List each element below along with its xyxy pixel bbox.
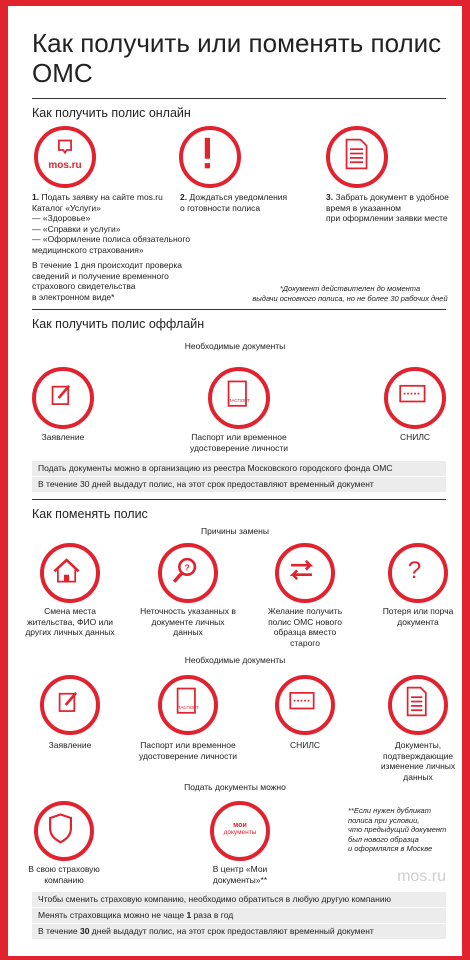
- step-1-line: — «Оформление полиса обязательного: [32, 234, 191, 244]
- section-divider: [32, 309, 446, 310]
- change-reason-label: Потеря или порча документа: [382, 606, 454, 627]
- change-footnote: [348, 806, 456, 854]
- my-documents-logo-bottom: документы: [223, 829, 257, 836]
- svg-text:?: ?: [407, 557, 422, 585]
- offline-doc-label: СНИЛС: [399, 432, 431, 442]
- offline-info-row: В течение 30 дней выдадут полис, на этот срок предоставляют временный документ: [32, 476, 446, 492]
- change-reason-label: Желание получить полис ОМС нового образца вместо старого: [267, 606, 343, 648]
- footnote-line: полиса при условии,: [348, 815, 420, 825]
- step-3-number: 3.: [326, 192, 334, 202]
- step-2-number: 2.: [180, 192, 188, 202]
- offline-docs-title: Необходимые документы: [184, 341, 286, 351]
- mosru-logo-text: mos.ru: [48, 160, 82, 171]
- step-1-line: — «Справки и услуги»: [32, 223, 121, 234]
- online-check-note: [32, 260, 202, 302]
- magnifier-question-icon: [158, 543, 218, 603]
- change-reasons-title: Причины замены: [201, 526, 269, 536]
- svg-text:?: ?: [184, 562, 190, 573]
- shield-icon: [34, 801, 94, 861]
- section-divider: [32, 499, 446, 500]
- question-mark-icon: [388, 543, 448, 603]
- info-text: В течение: [38, 926, 80, 936]
- step-3-line: при оформлении заявки месте: [326, 213, 448, 223]
- my-documents-logo-top: мои: [233, 822, 247, 829]
- online-step-1: [32, 192, 202, 255]
- change-doc-label: Заявление: [48, 740, 92, 750]
- online-heading: Как получить полис онлайн: [32, 106, 191, 120]
- offline-doc-label: Заявление: [41, 432, 85, 442]
- passport-icon-text: ПАСПОРТ: [228, 398, 250, 403]
- change-docs-title: Необходимые документы: [184, 655, 286, 665]
- my-documents-logo-icon: [210, 801, 270, 861]
- title-divider: [32, 98, 446, 99]
- info-text: дней выдадут полис, на этот срок предоставляют временный документ: [89, 926, 374, 936]
- infographic-page: [8, 6, 462, 956]
- footnote-line: что предыдущий документ: [348, 825, 447, 834]
- footnote-line: выдачи основного полиса, но не более 30 рабочих дней: [252, 293, 448, 303]
- check-note-line: сведений и получение временного: [32, 270, 169, 281]
- change-heading: Как поменять полис: [32, 507, 148, 521]
- check-note-line: в электронном виде*: [32, 291, 115, 302]
- submit-option-label: В центр «Мои документы»**: [212, 864, 268, 885]
- passport-icon: [208, 367, 270, 429]
- offline-doc-label: Паспорт или временное удостоверение личности: [189, 432, 288, 453]
- change-info-box: [32, 892, 446, 939]
- footnote-line: и оформлялся в Москве: [348, 844, 433, 853]
- snils-card-icon: [275, 675, 335, 735]
- info-bold-number: 1: [186, 910, 192, 920]
- change-reason-label: Неточность указанных в документе личных данных: [140, 606, 236, 637]
- footnote-line: **Если нужен дубликат: [348, 806, 431, 815]
- page-title: Как получить или поменять полис ОМС: [32, 28, 442, 88]
- info-text: Менять страховщика можно не чаще: [38, 910, 187, 920]
- step-3-line: время в указанном: [326, 202, 402, 213]
- change-doc-label: СНИЛС: [289, 740, 321, 750]
- step-1-line: медицинского страхования»: [32, 244, 144, 255]
- check-note-line: страхового свидетельства: [32, 281, 136, 291]
- change-submit-title: Подать документы можно: [184, 782, 286, 792]
- change-doc-label: Паспорт или временное удостоверение личности: [138, 740, 237, 761]
- exclamation-icon: [179, 126, 241, 188]
- change-info-row: [32, 923, 446, 939]
- snils-card-icon: [384, 367, 446, 429]
- submit-option-label: В свою страховую компанию: [28, 864, 100, 885]
- step-1-number: 1.: [32, 192, 40, 202]
- info-bold-number: 30: [79, 926, 90, 936]
- pen-icon: [40, 675, 100, 735]
- info-text: раза в год: [191, 910, 234, 920]
- step-2-text: Дождаться уведомления: [189, 192, 288, 202]
- change-reason-label: Смена места жительства, ФИО или других личных данных: [25, 606, 115, 637]
- step-1-line: — «Здоровье»: [32, 213, 91, 223]
- swap-arrows-icon: [275, 543, 335, 603]
- step-2-line: о готовности полиса: [180, 202, 261, 213]
- change-info-row: Чтобы сменить страховую компанию, необходимо обратиться в любую другую компанию: [38, 894, 391, 904]
- step-1-text: Подать заявку на сайте mos.ru: [41, 192, 163, 202]
- footnote-line: был нового образца: [348, 834, 419, 844]
- offline-info-row: Подать документы можно в организацию из реестра Московского городского фонда ОМС: [38, 463, 393, 473]
- mosru-watermark: mos.ru: [397, 868, 446, 885]
- check-note-line: В течение 1 дня происходит проверка: [32, 260, 182, 270]
- mosru-logo-icon: [34, 126, 96, 188]
- step-1-line: Каталог «Услуги»: [32, 202, 101, 213]
- house-icon: [40, 543, 100, 603]
- step-3-text: Забрать документ в удобное: [335, 192, 449, 202]
- passport-icon-text: ПАСПОРТ: [177, 705, 199, 710]
- online-step-3: [326, 192, 462, 224]
- document-icon: [326, 126, 388, 188]
- footnote-line: *Документ действителен до момента: [279, 284, 421, 293]
- change-doc-label: Документы, подтверждающие изменение личных данных: [380, 740, 456, 782]
- pen-icon: [32, 367, 94, 429]
- passport-icon: [158, 675, 218, 735]
- online-step-2: [180, 192, 300, 213]
- offline-info-box: [32, 461, 446, 492]
- offline-heading: Как получить полис оффлайн: [32, 317, 205, 331]
- online-footnote: [244, 284, 456, 303]
- change-info-row: [32, 907, 446, 923]
- documents-icon: [388, 675, 448, 735]
